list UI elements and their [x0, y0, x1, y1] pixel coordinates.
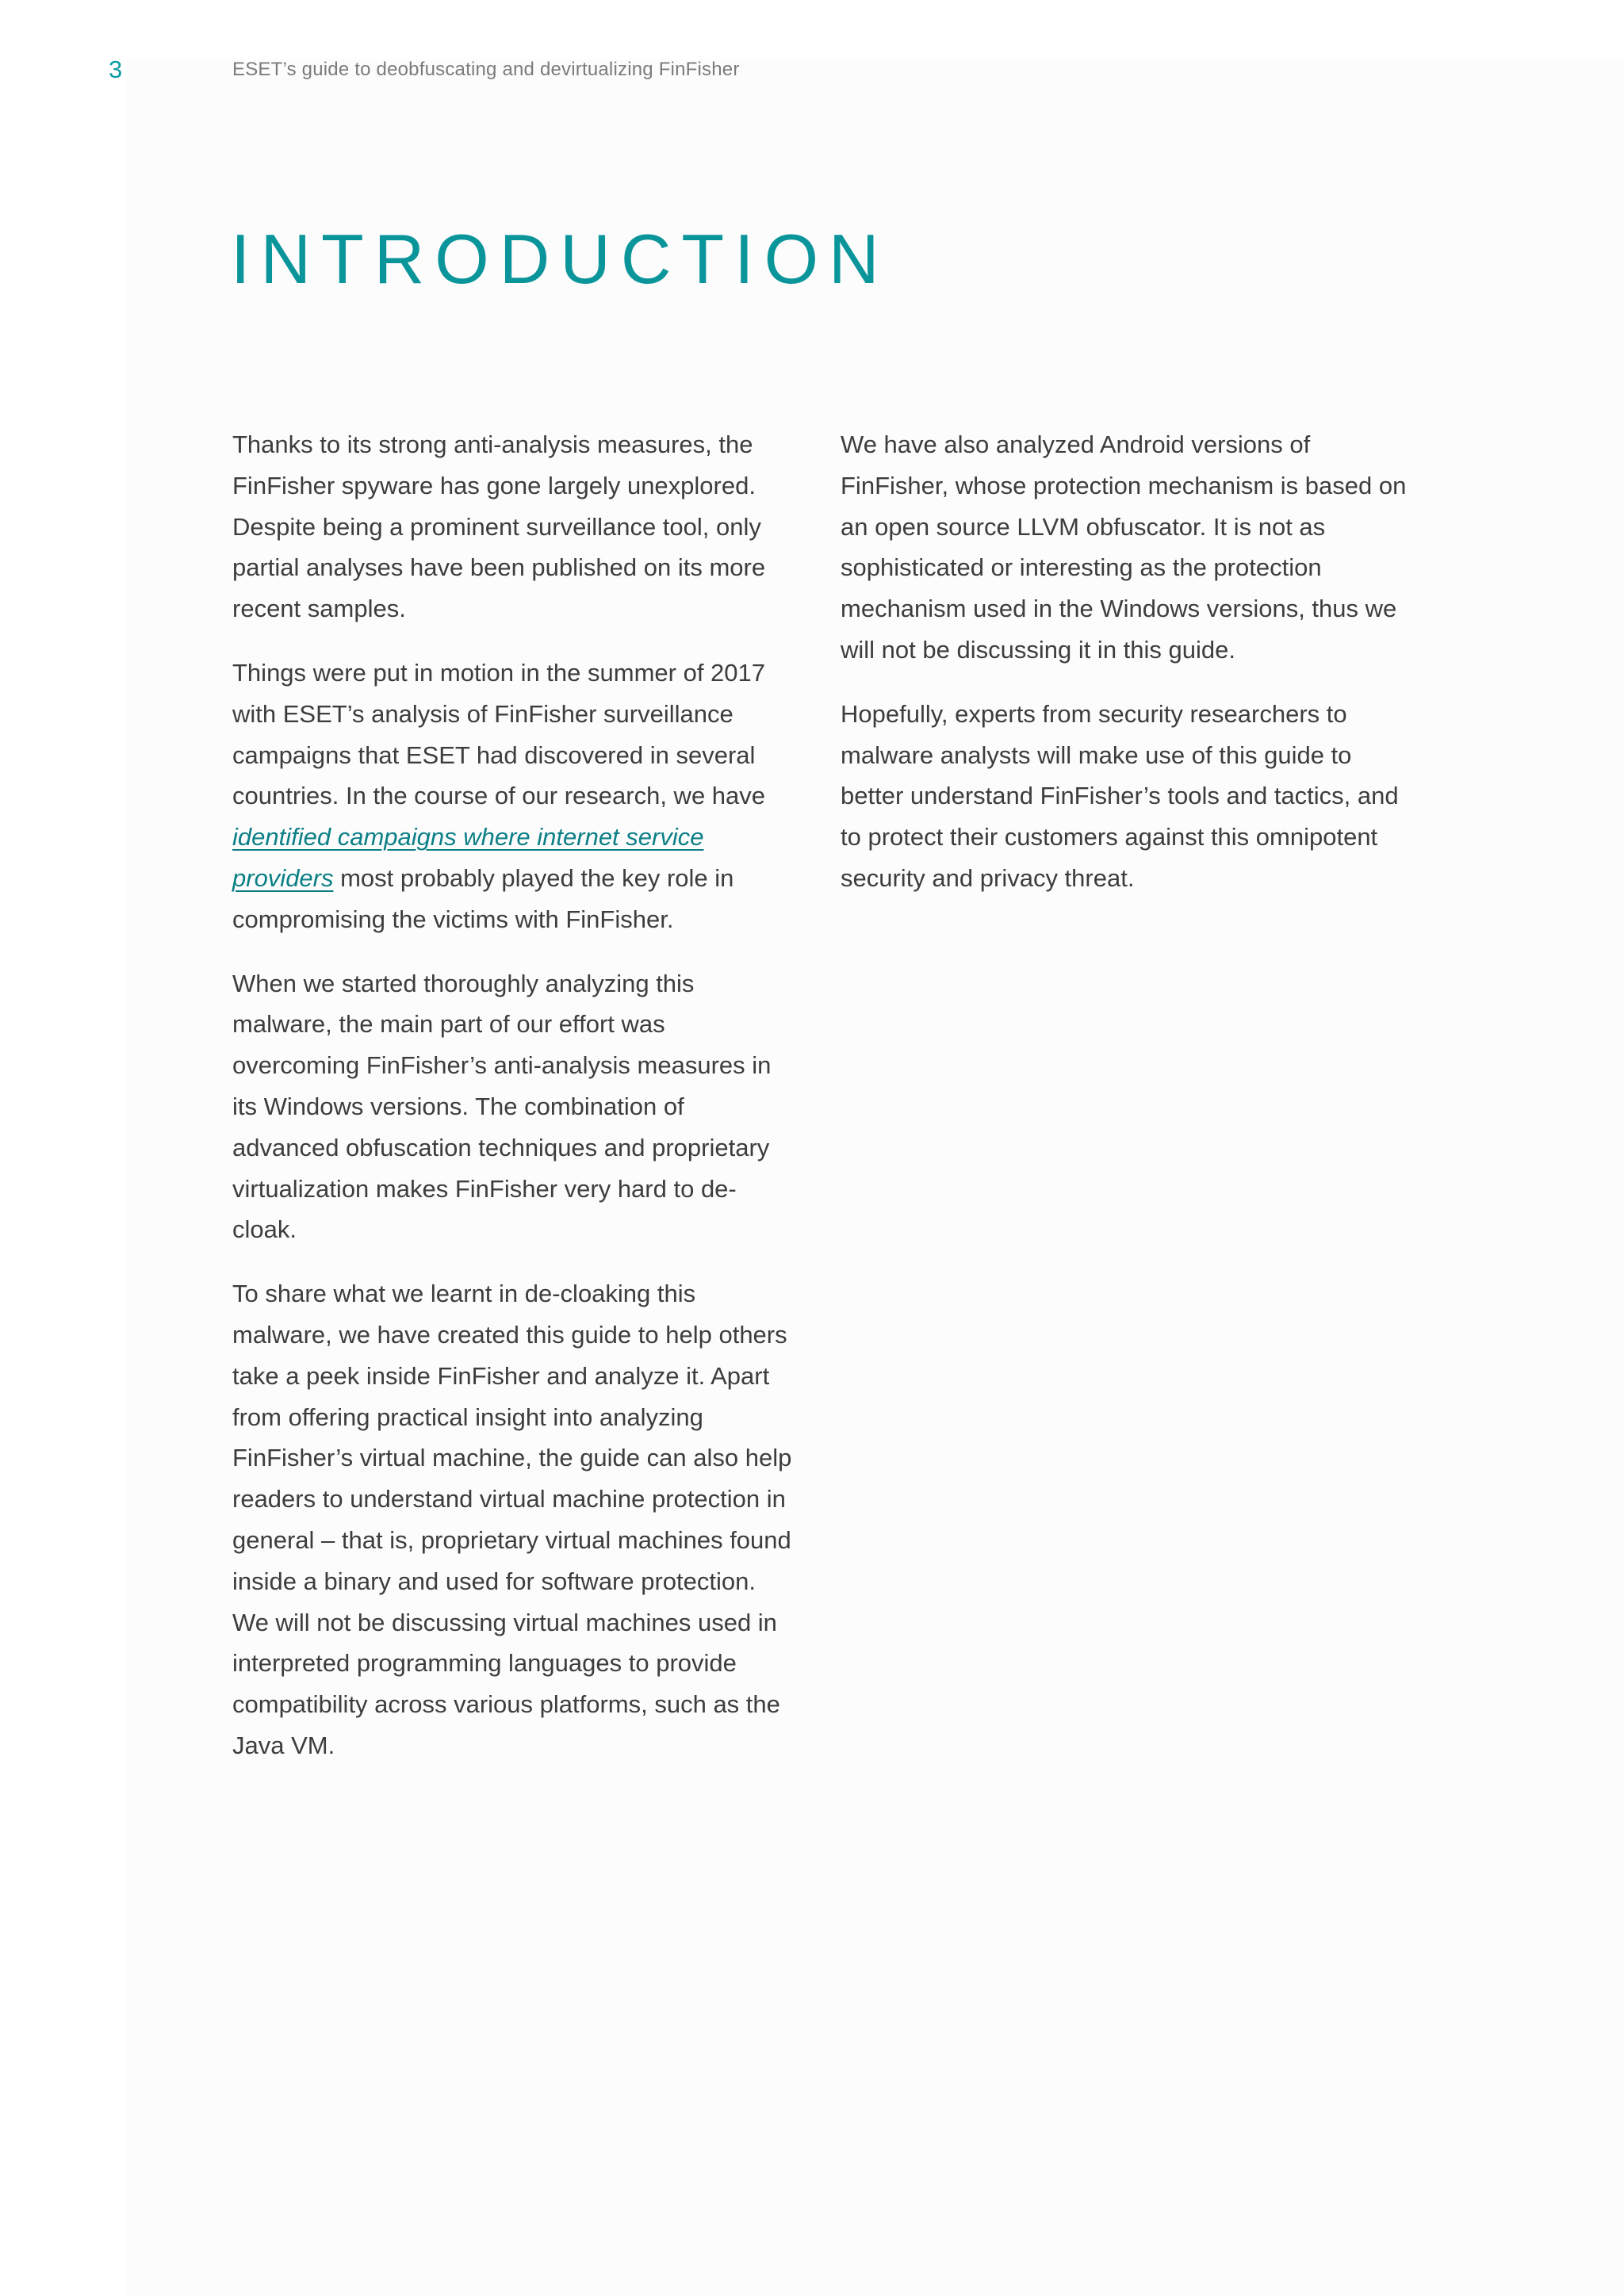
intro-paragraph-2	[232, 652, 795, 940]
section-title: INTRODUCTION	[231, 220, 890, 298]
page-number: 3	[109, 55, 123, 83]
paragraph-text: most probably played the key role in compromising the victims with FinFisher.	[232, 863, 734, 933]
paragraph-text: Things were put in motion in the summer of 2017 with ESET’s analysis of FinFisher surveillance campaigns that ESET had discovered in several countries. In the course of our research, we have	[232, 658, 766, 810]
intro-paragraph-5: We have also analyzed Android versions of FinFisher, whose protection mechanism is based on an open source LLVM obfuscator. It is not as sophisticated or interesting as the protection mechanism used in the Windows versions, thus we will not be discussing it in this guide.	[841, 430, 1407, 664]
running-header: ESET’s guide to deobfuscating and devirtualizing FinFisher	[232, 59, 740, 80]
left-column	[232, 424, 795, 1789]
campaigns-link[interactable]: identified campaigns where internet service providers	[232, 823, 704, 892]
intro-paragraph-1: Thanks to its strong anti-analysis measures, the FinFisher spyware has gone largely unexplored. Despite being a prominent surveillance tool, only partial analyses have been published on its more recent samples.	[232, 430, 766, 623]
intro-paragraph-6: Hopefully, experts from security researchers to malware analysts will make use of this guide to better understand FinFisher’s tools and tactics, and to protect their customers against this omnipotent security and privacy threat.	[841, 699, 1399, 892]
right-column	[841, 424, 1411, 922]
intro-paragraph-3: When we started thoroughly analyzing this malware, the main part of our effort was overcoming FinFisher’s anti-analysis measures in its Windows versions. The combination of advanced obfuscation techniques and proprietary virtualization makes FinFisher very hard to de-cloak.	[232, 969, 772, 1244]
intro-paragraph-4: To share what we learnt in de-cloaking this malware, we have created this guide to help others take a peek inside FinFisher and analyze it. Apart from offering practical insight into analyzing FinFisher’s virtual machine, the guide can also help readers to understand virtual machine protection in general – that is, proprietary virtual machines found inside a binary and used for software protection. We will not be discussing virtual machines used in interpreted programming languages to provide compatibility across various platforms, such as the Java VM.	[232, 1280, 792, 1759]
